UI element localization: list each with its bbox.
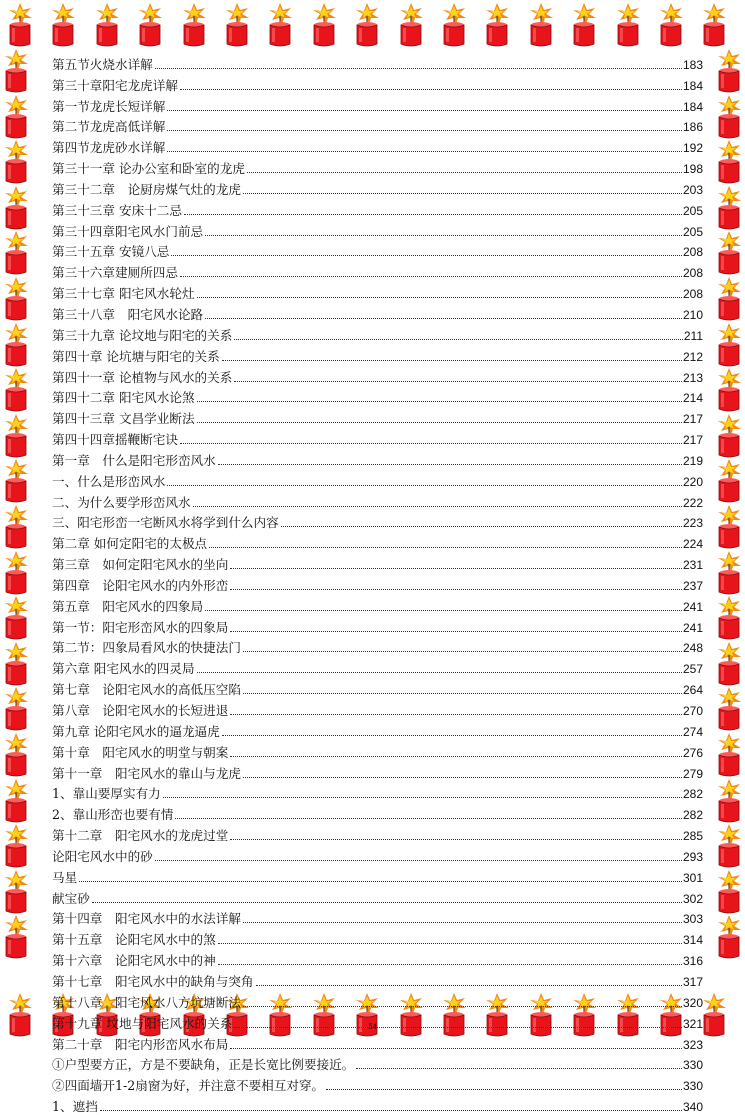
- toc-entry-title: 第十五章 论阳宅风水中的煞: [52, 932, 216, 948]
- toc-entry-title: 第十八章 阳宅风水八方坑塘断法: [52, 994, 241, 1010]
- toc-entry[interactable]: [52, 365, 703, 386]
- candle-border-icon: [713, 641, 745, 687]
- toc-entry-title: ②四面墙开1-2扇窗为好，并注意不要相互对穿。: [52, 1078, 325, 1094]
- candle-border-icon: [698, 2, 730, 48]
- dot-leader: [205, 609, 682, 611]
- toc-entry-page: 224: [682, 537, 703, 552]
- toc-entry[interactable]: [52, 73, 703, 94]
- candle-border-icon: [713, 48, 745, 94]
- candle-border-icon: [713, 458, 745, 504]
- dot-leader: [230, 755, 682, 757]
- candle-border-icon: [713, 185, 745, 231]
- toc-entry[interactable]: [52, 115, 703, 136]
- candle-border-icon: [4, 2, 36, 48]
- toc-entry[interactable]: [52, 469, 703, 490]
- toc-entry-title: 第一节龙虎长短详解: [52, 98, 166, 114]
- candle-border-icon: [395, 2, 427, 48]
- toc-entry-title: 第十九章 坟地与阳宅风水的关系: [52, 1015, 233, 1031]
- dot-leader: [326, 1088, 682, 1090]
- toc-entry[interactable]: [52, 156, 703, 177]
- candle-border-icon: [0, 914, 32, 960]
- toc-entry-page: 184: [682, 99, 703, 114]
- toc-entry-page: 205: [682, 224, 703, 239]
- toc-entry[interactable]: [52, 1053, 703, 1074]
- candle-border-icon: [713, 732, 745, 778]
- dot-leader: [100, 1109, 682, 1111]
- dot-leader: [79, 880, 682, 882]
- dot-leader: [234, 380, 682, 382]
- toc-entry[interactable]: [52, 198, 703, 219]
- toc-entry[interactable]: [52, 990, 703, 1011]
- toc-entry-title: 第四十一章 论植物与风水的关系: [52, 369, 233, 385]
- toc-entry-title: 第四章 论阳宅风水的内外形峦: [52, 577, 229, 593]
- dot-leader: [167, 109, 682, 111]
- toc-entry-page: 285: [682, 829, 703, 844]
- toc-entry-title: 第一节：阳宅形峦风水的四象局: [52, 619, 229, 635]
- toc-entry-title: 第五节火烧水详解: [52, 56, 153, 72]
- toc-entry-title: 第七章 论阳宅风水的高低压空陷: [52, 682, 241, 698]
- toc-entry[interactable]: [52, 552, 703, 573]
- candle-border-icon: [0, 595, 32, 641]
- candle-border-icon: [221, 2, 253, 48]
- candle-border-icon: [0, 550, 32, 596]
- toc-entry[interactable]: [52, 844, 703, 865]
- toc-entry-title: 第二节龙虎高低详解: [52, 119, 166, 135]
- candle-border-icon: [4, 992, 36, 1038]
- toc-entry-title: 第四节龙虎砂水详解: [52, 140, 166, 156]
- candle-border-icon: [713, 230, 745, 276]
- candle-border-icon: [0, 276, 32, 322]
- toc-entry-title: 二、为什么要学形峦风水: [52, 494, 191, 510]
- candle-border-icon: [568, 2, 600, 48]
- toc-entry[interactable]: [52, 719, 703, 740]
- toc-entry[interactable]: [52, 344, 703, 365]
- toc-entry[interactable]: [52, 386, 703, 407]
- toc-entry-title: 第三十七章 阳宅风水轮灶: [52, 286, 195, 302]
- candle-border-icon: [713, 94, 745, 140]
- toc-entry-page: 314: [682, 933, 703, 948]
- toc-entry-page: 241: [682, 620, 703, 635]
- dot-leader: [230, 630, 682, 632]
- toc-entry-title: 第三十八章 阳宅风水论路: [52, 306, 204, 322]
- dot-leader: [155, 859, 682, 861]
- dot-leader: [218, 942, 682, 944]
- candle-border-icon: [264, 2, 296, 48]
- toc-entry-page: 293: [682, 849, 703, 864]
- candle-border-icon: [0, 732, 32, 778]
- toc-entry-page: 184: [682, 78, 703, 93]
- dot-leader: [167, 484, 682, 486]
- candle-border-icon: [134, 2, 166, 48]
- candle-border-icon: [91, 2, 123, 48]
- dot-leader: [356, 1067, 682, 1069]
- candle-border-icon: [713, 778, 745, 824]
- candle-border-icon: [0, 367, 32, 413]
- toc-entry-page: 317: [682, 974, 703, 989]
- toc-entry-page: 282: [682, 787, 703, 802]
- dot-leader: [167, 129, 682, 131]
- toc-entry-page: 217: [682, 433, 703, 448]
- toc-entry[interactable]: [52, 677, 703, 698]
- toc-entry-page: 323: [682, 1037, 703, 1052]
- toc-entry-title: 1、靠山要厚实有力: [52, 786, 161, 802]
- candle-border-icon: [713, 367, 745, 413]
- toc-entry[interactable]: [52, 782, 703, 803]
- toc-entry-page: 217: [682, 412, 703, 427]
- toc-entry-page: 223: [682, 516, 703, 531]
- toc-entry[interactable]: [52, 448, 703, 469]
- toc-entry[interactable]: [52, 94, 703, 115]
- toc-entry[interactable]: [52, 594, 703, 615]
- toc-entry-page: 302: [682, 891, 703, 906]
- toc-entry-title: 三、阳宅形峦一宅断风水将学到什么内容: [52, 515, 279, 531]
- dot-leader: [222, 359, 682, 361]
- candle-border-icon: [481, 2, 513, 48]
- toc-entry-title: 第三十章阳宅龙虎详解: [52, 77, 178, 93]
- dot-leader: [92, 901, 682, 903]
- candle-border-icon: [713, 550, 745, 596]
- toc-entry-page: 320: [682, 995, 703, 1010]
- toc-entry[interactable]: [52, 511, 703, 532]
- dot-leader: [163, 796, 682, 798]
- candle-border-icon: [655, 2, 687, 48]
- toc-entry-page: 279: [682, 766, 703, 781]
- toc-entry-page: 340: [682, 1100, 703, 1115]
- toc-entry-title: 第三十五章 安镜八忌: [52, 244, 170, 260]
- dot-leader: [222, 734, 682, 736]
- toc-entry-title: 第一章 什么是阳宅形峦风水: [52, 452, 216, 468]
- dot-leader: [230, 567, 682, 569]
- candle-border-icon: [0, 869, 32, 915]
- page-number: 54: [368, 1022, 377, 1031]
- dot-leader: [197, 421, 682, 423]
- toc-entry[interactable]: [52, 260, 703, 281]
- toc-entry-title: 第二十章 阳宅内形峦风水布局: [52, 1036, 229, 1052]
- toc-entry[interactable]: [52, 1094, 703, 1115]
- candle-border-icon: [0, 48, 32, 94]
- toc-entry[interactable]: [52, 240, 703, 261]
- toc-entry-title: 2、靠山形峦也要有情: [52, 807, 174, 823]
- toc-entry-page: 212: [682, 349, 703, 364]
- candle-border-icon: [0, 458, 32, 504]
- toc-entry[interactable]: [52, 698, 703, 719]
- toc-entry-page: 213: [682, 370, 703, 385]
- toc-entry-title: 第三十四章阳宅风水门前忌: [52, 223, 204, 239]
- candle-border-icon: [0, 823, 32, 869]
- candle-border-icon: [525, 2, 557, 48]
- toc-entry[interactable]: [52, 865, 703, 886]
- toc-entry-page: 183: [682, 57, 703, 72]
- toc-entry-page: 219: [682, 453, 703, 468]
- table-of-contents: [52, 52, 703, 1115]
- toc-entry-title: 第十二章 阳宅风水的龙虎过堂: [52, 828, 229, 844]
- candle-border-icon: [713, 686, 745, 732]
- toc-entry[interactable]: [52, 1032, 703, 1053]
- candle-border-icon: [0, 413, 32, 459]
- toc-entry-title: 论阳宅风水中的砂: [52, 848, 153, 864]
- toc-entry-title: 第五章 阳宅风水的四象局: [52, 598, 204, 614]
- dot-leader: [230, 713, 682, 715]
- toc-entry[interactable]: [52, 740, 703, 761]
- dot-leader: [193, 505, 682, 507]
- toc-entry-page: 211: [683, 328, 703, 343]
- dot-leader: [218, 963, 682, 965]
- dot-leader: [184, 213, 682, 215]
- toc-entry-title: 第九章 论阳宅风水的逼龙逼虎: [52, 723, 220, 739]
- toc-entry-title: 献宝砂: [52, 890, 90, 906]
- toc-entry[interactable]: [52, 135, 703, 156]
- toc-entry[interactable]: [52, 948, 703, 969]
- toc-entry-title: ①户型要方正，方是不要缺角，正是长宽比例要接近。: [52, 1057, 355, 1073]
- candle-border-icon: [713, 869, 745, 915]
- toc-entry[interactable]: [52, 969, 703, 990]
- toc-entry[interactable]: [52, 406, 703, 427]
- toc-entry-title: 第四十章 论坑塘与阳宅的关系: [52, 348, 220, 364]
- toc-entry-page: 248: [682, 641, 703, 656]
- toc-entry-title: 一、什么是形峦风水: [52, 473, 166, 489]
- candle-border-icon: [438, 2, 470, 48]
- dot-leader: [171, 254, 682, 256]
- candle-border-icon: [0, 94, 32, 140]
- toc-entry-title: 第八章 论阳宅风水的长短进退: [52, 703, 229, 718]
- candle-border-icon: [0, 139, 32, 185]
- dot-leader: [180, 88, 682, 90]
- toc-entry-title: 第四十四章摇鞭断宅诀: [52, 432, 178, 448]
- toc-entry-page: 205: [682, 203, 703, 218]
- toc-entry-title: 1、遮挡: [52, 1099, 98, 1115]
- toc-entry-title: 第三十二章 论厨房煤气灶的龙虎: [52, 181, 241, 197]
- dot-leader: [180, 442, 682, 444]
- toc-entry[interactable]: [52, 490, 703, 511]
- toc-entry-title: 第三十一章 论办公室和卧室的龙虎: [52, 161, 245, 177]
- candle-border-icon: [713, 276, 745, 322]
- dot-leader: [175, 817, 682, 819]
- dot-leader: [243, 692, 682, 694]
- toc-entry-title: 第十一章 阳宅风水的靠山与龙虎: [52, 765, 241, 781]
- dot-leader: [243, 192, 682, 194]
- dot-leader: [243, 776, 682, 778]
- toc-entry-page: 301: [682, 870, 703, 885]
- candle-border-icon: [0, 230, 32, 276]
- toc-entry-page: 220: [682, 474, 703, 489]
- toc-entry[interactable]: [52, 907, 703, 928]
- dot-leader: [205, 317, 682, 319]
- candle-border-icon: [0, 185, 32, 231]
- toc-entry-title: 第十七章 阳宅风水中的缺角与突角: [52, 973, 254, 989]
- toc-entry-page: 330: [682, 1058, 703, 1073]
- dot-leader: [247, 171, 682, 173]
- toc-entry-page: 214: [682, 391, 703, 406]
- toc-entry-page: 208: [682, 245, 703, 260]
- dot-leader: [218, 463, 682, 465]
- dot-leader: [197, 296, 682, 298]
- toc-entry-page: 316: [682, 954, 703, 969]
- toc-entry-page: 321: [682, 1016, 703, 1031]
- toc-entry-title: 第三十六章建厕所四忌: [52, 265, 178, 281]
- toc-entry-page: 222: [682, 495, 703, 510]
- toc-entry[interactable]: [52, 302, 703, 323]
- toc-entry[interactable]: [52, 531, 703, 552]
- toc-entry-page: 270: [682, 704, 703, 718]
- toc-entry-page: 237: [682, 578, 703, 593]
- dot-leader: [281, 525, 682, 527]
- toc-entry[interactable]: [52, 281, 703, 302]
- toc-entry-page: 257: [682, 662, 703, 677]
- toc-entry-title: 第十四章 阳宅风水中的水法详解: [52, 911, 241, 927]
- toc-entry-page: 241: [682, 599, 703, 614]
- toc-entry[interactable]: [52, 52, 703, 73]
- candle-border-icon: [351, 2, 383, 48]
- dot-leader: [209, 546, 682, 548]
- dot-leader: [243, 650, 682, 652]
- candle-border-icon: [713, 413, 745, 459]
- toc-entry-page: 276: [682, 745, 703, 760]
- toc-entry[interactable]: [52, 886, 703, 907]
- toc-entry-page: 274: [682, 724, 703, 739]
- toc-entry-title: 第四十三章 文昌学业断法: [52, 411, 195, 427]
- toc-entry-title: 第六章 阳宅风水的四灵局: [52, 661, 195, 677]
- candle-border-icon: [47, 2, 79, 48]
- toc-entry[interactable]: [52, 802, 703, 823]
- dot-leader: [256, 984, 682, 986]
- toc-entry[interactable]: [52, 177, 703, 198]
- dot-leader: [197, 671, 682, 673]
- toc-entry-page: 330: [682, 1079, 703, 1094]
- dot-leader: [230, 1047, 682, 1049]
- toc-entry-title: 第二章 如何定阳宅的太极点: [52, 536, 208, 552]
- candle-border-icon: [713, 139, 745, 185]
- toc-entry[interactable]: [52, 573, 703, 594]
- toc-entry-page: 210: [682, 307, 703, 322]
- toc-entry-page: 203: [682, 182, 703, 197]
- toc-entry-page: 208: [682, 266, 703, 281]
- candle-border-icon: [0, 686, 32, 732]
- toc-entry[interactable]: [52, 927, 703, 948]
- dot-leader: [155, 67, 682, 69]
- candle-border-icon: [713, 914, 745, 960]
- toc-entry-title: 马星: [52, 869, 78, 885]
- toc-entry-page: 303: [682, 912, 703, 927]
- dot-leader: [167, 150, 682, 152]
- toc-entry[interactable]: [52, 1073, 703, 1094]
- candle-border-icon: [0, 778, 32, 824]
- toc-entry-page: 264: [682, 683, 703, 698]
- toc-entry-title: 第三十九章 论坟地与阳宅的关系: [52, 327, 233, 343]
- dot-leader: [180, 275, 682, 277]
- candle-border-icon: [0, 322, 32, 368]
- toc-entry-title: 第三十三章 安床十二忌: [52, 202, 182, 218]
- toc-entry[interactable]: [52, 636, 703, 657]
- candle-border-icon: [713, 504, 745, 550]
- candle-border-icon: [713, 322, 745, 368]
- toc-entry[interactable]: [52, 761, 703, 782]
- dot-leader: [197, 400, 682, 402]
- dot-leader: [234, 338, 683, 340]
- dot-leader: [243, 1005, 682, 1007]
- toc-entry[interactable]: [52, 823, 703, 844]
- toc-entry[interactable]: [52, 427, 703, 448]
- toc-entry-page: 186: [682, 120, 703, 135]
- toc-entry-title: 第十章 阳宅风水的明堂与朝案: [52, 744, 229, 760]
- candle-border-icon: [178, 2, 210, 48]
- toc-entry-title: 第十六章 论阳宅风水中的神: [52, 953, 216, 969]
- dot-leader: [205, 234, 682, 236]
- toc-entry-page: 198: [682, 162, 703, 177]
- toc-entry-title: 第四十二章 阳宅风水论煞: [52, 390, 195, 406]
- toc-entry-page: 231: [682, 558, 703, 573]
- candle-border-icon: [713, 823, 745, 869]
- toc-entry-page: 208: [682, 287, 703, 302]
- toc-entry-title: 第三章 如何定阳宅风水的坐向: [52, 557, 229, 573]
- candle-border-icon: [308, 2, 340, 48]
- dot-leader: [243, 921, 682, 923]
- toc-entry[interactable]: [52, 323, 703, 344]
- toc-entry[interactable]: [52, 219, 703, 240]
- candle-border-icon: [612, 2, 644, 48]
- toc-entry-page: 282: [682, 808, 703, 823]
- candle-border-icon: [713, 595, 745, 641]
- toc-entry[interactable]: [52, 615, 703, 636]
- dot-leader: [230, 588, 682, 590]
- candle-border-icon: [0, 504, 32, 550]
- toc-entry-title: 第二节：四象局看风水的快捷法门: [52, 640, 241, 656]
- toc-entry[interactable]: [52, 656, 703, 677]
- dot-leader: [230, 838, 682, 840]
- toc-entry-page: 192: [682, 141, 703, 156]
- candle-border-icon: [0, 641, 32, 687]
